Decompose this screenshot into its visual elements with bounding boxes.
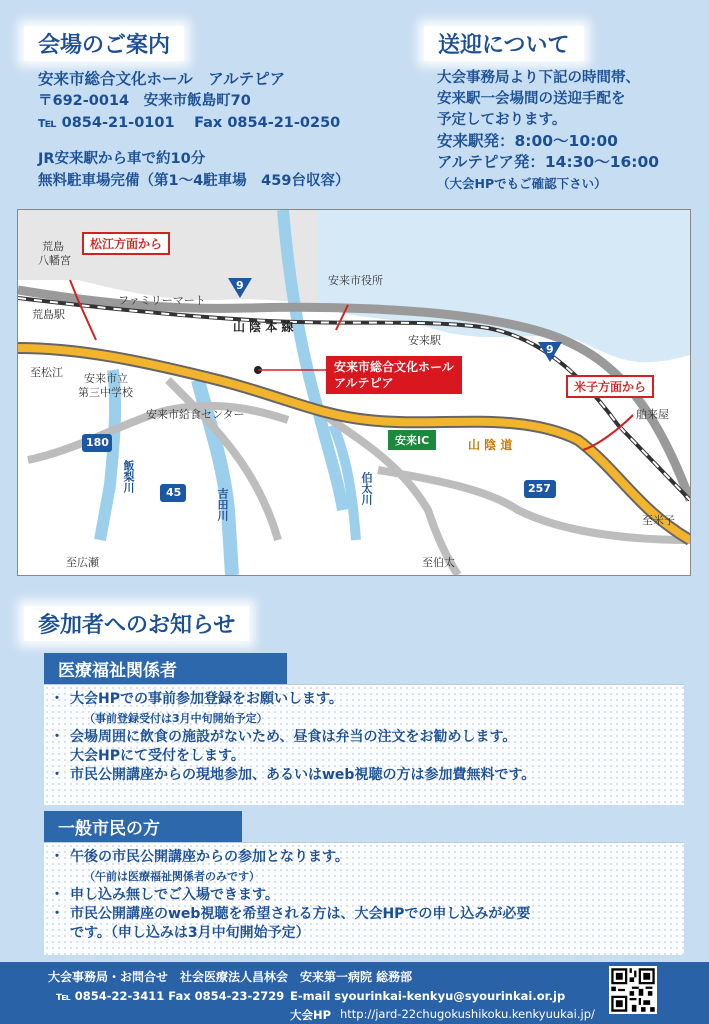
venue-tel: ℡ 0854-21-0101 Fax 0854-21-0250	[38, 115, 341, 131]
venue-parking: 無料駐車場完備（第1～4駐車場 459台収容）	[38, 173, 350, 189]
public-notice-continuation: です。（申し込みは3月中旬開始予定）	[70, 925, 310, 941]
footer-hp-label: 大会HP	[290, 1008, 332, 1022]
footer-contact: 大会事務局・お問合せ 社会医療法人昌林会 安来第一病院 総務部	[48, 970, 413, 984]
river-label: 飯梨川	[122, 460, 135, 493]
route-number: 45	[166, 486, 182, 499]
shuttle-line: 予定しております。	[437, 112, 567, 128]
medical-notice-item: ・ 市民公開講座からの現地参加、あるいはweb視聴の方は参加費無料です。	[44, 766, 684, 785]
qr-code[interactable]	[609, 966, 657, 1014]
map-place-label: 荒島	[42, 240, 64, 253]
shuttle-line: 大会事務局より下記の時間帯、	[437, 70, 640, 86]
access-map	[17, 209, 691, 576]
medical-notice-panel	[44, 684, 684, 805]
footer-tel-fax: ℡ 0854-22-3411 Fax 0854-23-2729	[56, 989, 285, 1003]
river-label: 伯太川	[360, 472, 373, 505]
from-matsue-label: 松江方面から	[82, 232, 170, 255]
public-notice-subnote: （午前は医療福祉関係者のみです）	[84, 870, 260, 883]
route-number: 257	[528, 482, 551, 495]
shuttle-info	[437, 68, 659, 194]
venue-address: 〒692-0014 安来市飯島町70	[38, 93, 251, 109]
venue-name: 安来市総合文化ホール アルテピア	[38, 70, 286, 88]
public-notice-panel	[44, 842, 684, 955]
river-label: 吉田川	[216, 488, 229, 521]
public-notice-item: ・ 市民公開講座のweb視聴を希望される方は、大会HPでの申し込みが必要 です。（申し込みは3月中旬開始予定）	[44, 905, 684, 943]
map-place-label: ファミリーマート	[118, 294, 206, 307]
venue-map-label	[326, 356, 462, 394]
shuttle-time-venue: アルテピア発：14:30～16:00	[437, 153, 660, 171]
medical-notice-item: ・ 大会HPでの事前参加登録をお願いします。 （事前登録受付は3月中旬開始予定）	[44, 690, 684, 728]
footer-hp-url[interactable]: http://jard-22chugokushikoku.kenkyuukai.jp/	[340, 1007, 595, 1021]
venue-map-label-line: 安来市総合文化ホール	[334, 360, 454, 374]
public-notice-item: ・ 午後の市民公開講座からの参加となります。 （午前は医療福祉関係者のみです）	[44, 848, 684, 886]
route-number: 180	[86, 436, 109, 449]
railway-label: 山 陰 本 線	[233, 320, 294, 334]
medical-section-title: 医療福祉関係者	[44, 653, 287, 684]
map-place-label: 至広瀬	[66, 556, 99, 569]
map-place-label: 荒島駅	[32, 308, 65, 321]
venue-heading: 会場のご案内	[24, 26, 184, 61]
footer	[0, 962, 709, 1024]
shuttle-note: （大会HPでもご確認下さい）	[437, 176, 607, 191]
map-place-label: 安来市立	[84, 372, 128, 385]
venue-info	[38, 68, 349, 192]
expressway-label: 山 陰 道	[468, 438, 513, 452]
public-notice-item: ・ 申し込み無しでご入場できます。	[44, 886, 684, 905]
map-place-label: 安来駅	[408, 334, 441, 347]
map-place-label: 安来市役所	[328, 274, 383, 287]
footer-email[interactable]: E-mail syourinkai-kenkyu@syourinkai.or.jp	[290, 989, 566, 1003]
medical-notice-subnote: （事前登録受付は3月中旬開始予定）	[84, 712, 268, 725]
route-number: 9	[546, 343, 554, 356]
venue-map-label-line: アルテピア	[334, 376, 394, 390]
map-place-label: 八幡宮	[38, 254, 71, 267]
shuttle-heading: 送迎について	[424, 26, 584, 61]
shuttle-line: 安来駅一会場間の送迎手配を	[437, 91, 626, 107]
public-section-title: 一般市民の方	[44, 811, 242, 842]
map-place-label: 至伯太	[422, 556, 455, 569]
notice-heading: 参加者へのお知らせ	[24, 606, 249, 641]
map-place-label: 第三中学校	[78, 386, 133, 399]
map-place-label: 安来市給食センター	[146, 408, 245, 421]
from-yonago-label: 米子方面から	[566, 375, 654, 398]
map-place-label: 舶来屋	[636, 408, 669, 421]
route-number: 9	[236, 279, 244, 292]
medical-notice-item: ・ 会場周囲に飲食の施設がないため、昼食は弁当の注文をお勧めします。 大会HPにて受付をします。	[44, 728, 684, 766]
medical-notice-continuation: 大会HPにて受付をします。	[70, 748, 245, 764]
shuttle-time-station: 安来駅発：8:00～10:00	[437, 132, 618, 150]
map-place-label: 至松江	[30, 366, 63, 379]
yasugi-ic-label: 安来IC	[388, 430, 436, 450]
map-place-label: 至米子	[642, 514, 675, 527]
venue-access: JR安来駅から車で約10分	[38, 151, 206, 167]
